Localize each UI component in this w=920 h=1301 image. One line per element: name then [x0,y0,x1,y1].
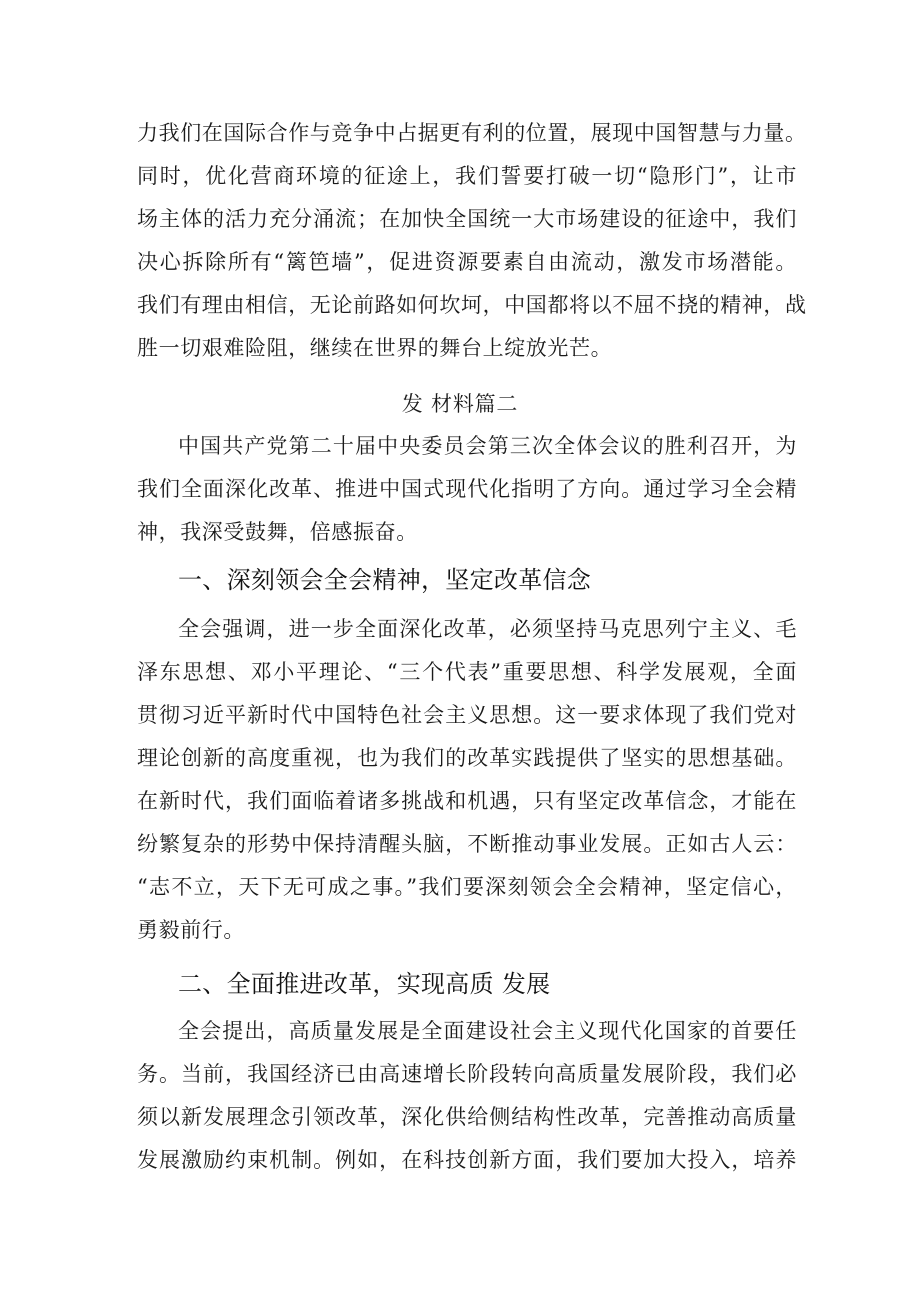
heading-1: 一、深刻领会全会精神，坚定改革信念 [178,566,592,594]
opening-line-3: 神，我深受鼓舞，倍感振奋。 [137,520,418,544]
para1-line-3: 贯彻习近平新时代中国特色社会主义思想。这一要求体现了我们党对 [137,703,797,727]
heading-2: 二、全面推进改革，实现高质 发展 [178,970,551,998]
para1-line-2: 泽东思想、邓小平理论、“三个代表”重要思想、科学发展观，全面 [137,660,797,684]
para2-line-4: 发展激励约束机制。例如，在科技创新方面，我们要加大投入，培养 [137,1148,797,1172]
para1-line-4: 理论创新的高度重视，也为我们的改革实践提供了坚实的思想基础。 [137,746,797,770]
para1-line-8: 勇毅前行。 [137,918,245,942]
para2-line-2: 务。当前，我国经济已由高速增长阶段转向高质量发展阶段，我们必 [137,1062,797,1086]
para1-line-5: 在新时代，我们面临着诸多挑战和机遇，只有坚定改革信念，才能在 [137,789,797,813]
para1-line-1: 全会强调，进一步全面深化改革，必须坚持马克思列宁主义、毛 [178,617,797,641]
para2-line-3: 须以新发展理念引领改革，深化供给侧结构性改革，完善推动高质量 [137,1105,797,1129]
intro-line-5: 我们有理由相信，无论前路如何坎坷，中国都将以不屈不挠的精神，战 [137,293,807,317]
intro-line-4: 决心拆除所有“篱笆墙”，促进资源要素自由流动，激发市场潜能。 [137,250,797,274]
opening-line-2: 我们全面深化改革、推进中国式现代化指明了方向。通过学习全会精 [137,477,797,501]
intro-line-3: 场主体的活力充分涌流；在加快全国统一大市场建设的征途中，我们 [137,207,797,231]
para2-line-1: 全会提出，高质量发展是全面建设社会主义现代化国家的首要任 [178,1019,797,1043]
para1-line-7: “志不立，天下无可成之事。”我们要深刻领会全会精神，坚定信心， [137,875,797,899]
intro-line-1: 力我们在国际合作与竞争中占据更有利的位置，展现中国智慧与力量。 [137,121,807,145]
intro-line-6: 胜一切艰难险阻，继续在世界的舞台上绽放光芒。 [137,336,613,360]
intro-line-2: 同时，优化营商环境的征途上，我们誓要打破一切“隐形门”，让市 [137,164,797,188]
para1-line-6: 纷繁复杂的形势中保持清醒头脑，不断推动事业发展。正如古人云： [137,832,797,856]
opening-line-1: 中国共产党第二十届中央委员会第三次全体会议的胜利召开，为 [178,434,797,458]
section-title: 发 材料篇二 [401,392,519,416]
